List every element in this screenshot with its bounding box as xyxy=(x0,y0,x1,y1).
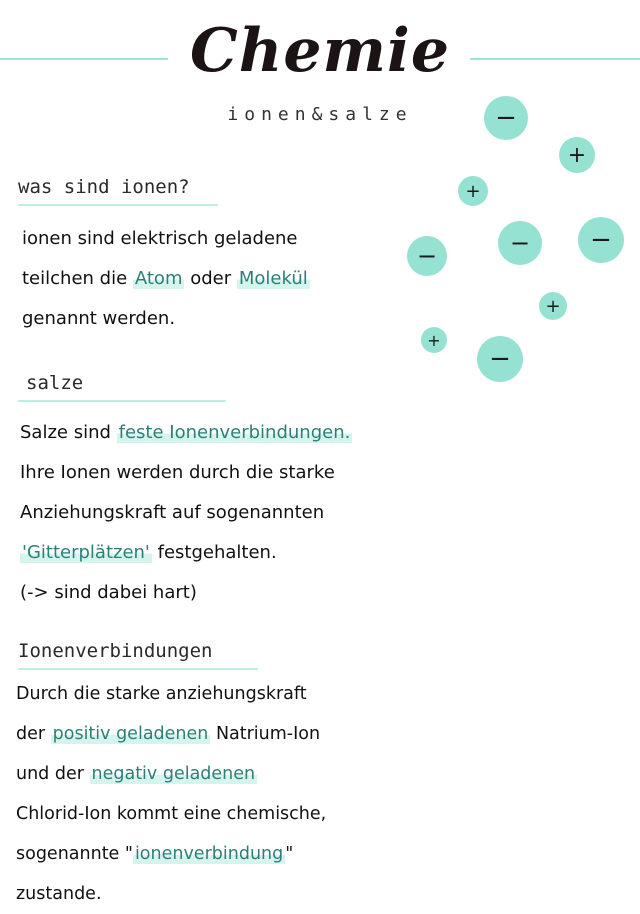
text-line xyxy=(16,674,326,714)
text-line xyxy=(20,533,352,573)
highlighted-term: Atom xyxy=(134,268,183,289)
page-subtitle: ionen&salze xyxy=(227,104,413,125)
text-line xyxy=(16,754,326,794)
text-segment: Ihre Ionen werden durch die starke xyxy=(20,462,335,483)
highlighted-term: Molekül xyxy=(238,268,308,289)
ion-circle-negative: − xyxy=(578,217,624,263)
ion-circle-negative: − xyxy=(407,236,447,276)
text-segment: Durch die starke anziehungskraft xyxy=(16,684,307,704)
text-segment: Anziehungskraft auf sogenannten xyxy=(20,502,325,523)
text-line xyxy=(16,834,326,874)
text-line xyxy=(20,493,352,533)
highlighted-term: ionenverbindung xyxy=(134,844,284,864)
text-line xyxy=(16,794,326,834)
section-heading-ionen: was sind ionen? xyxy=(18,176,218,206)
text-segment: oder xyxy=(184,268,237,289)
text-line xyxy=(20,413,352,453)
ion-circle-negative: − xyxy=(477,336,523,382)
text-segment: sogenannte " xyxy=(16,844,133,864)
highlighted-term: positiv geladenen xyxy=(52,724,209,744)
text-segment: und der xyxy=(16,764,90,784)
page-title: Chemie xyxy=(189,16,450,86)
text-line xyxy=(22,219,310,259)
ion-circle-positive: + xyxy=(539,292,567,320)
section-body-ionen xyxy=(22,219,310,339)
text-segment: (-> sind dabei hart) xyxy=(20,582,197,603)
section-body-salze xyxy=(20,413,352,613)
highlighted-term: 'Gitterplätzen' xyxy=(22,542,150,563)
text-segment: genannt werden. xyxy=(22,308,176,329)
section-heading-salze: salze xyxy=(18,372,226,402)
text-line xyxy=(22,299,310,339)
text-segment: Salze sind xyxy=(20,422,117,443)
text-segment: festgehalten. xyxy=(151,542,277,563)
text-segment: teilchen die xyxy=(22,268,133,289)
text-segment: " xyxy=(285,844,294,864)
text-line xyxy=(20,573,352,613)
text-segment: Natrium-Ion xyxy=(210,724,321,744)
ion-circle-positive: + xyxy=(421,327,447,353)
highlighted-term: negativ geladenen xyxy=(91,764,256,784)
text-segment: Chlorid-Ion kommt eine chemische, xyxy=(16,804,327,824)
ion-circle-negative: − xyxy=(484,96,528,140)
ion-circle-positive: + xyxy=(458,176,488,206)
section-heading-ionenverbindungen: Ionenverbindungen xyxy=(18,640,258,670)
section-body-ionenverbindungen xyxy=(16,674,326,914)
text-segment: zustande. xyxy=(16,884,102,904)
text-line xyxy=(16,714,326,754)
text-line xyxy=(20,453,352,493)
ion-circle-negative: − xyxy=(498,221,542,265)
text-segment: der xyxy=(16,724,51,744)
text-segment: ionen sind elektrisch geladene xyxy=(22,228,298,249)
text-line xyxy=(22,259,310,299)
highlighted-term: feste Ionenverbindungen. xyxy=(118,422,351,443)
text-line xyxy=(16,874,326,914)
ion-circle-positive: + xyxy=(559,137,595,173)
